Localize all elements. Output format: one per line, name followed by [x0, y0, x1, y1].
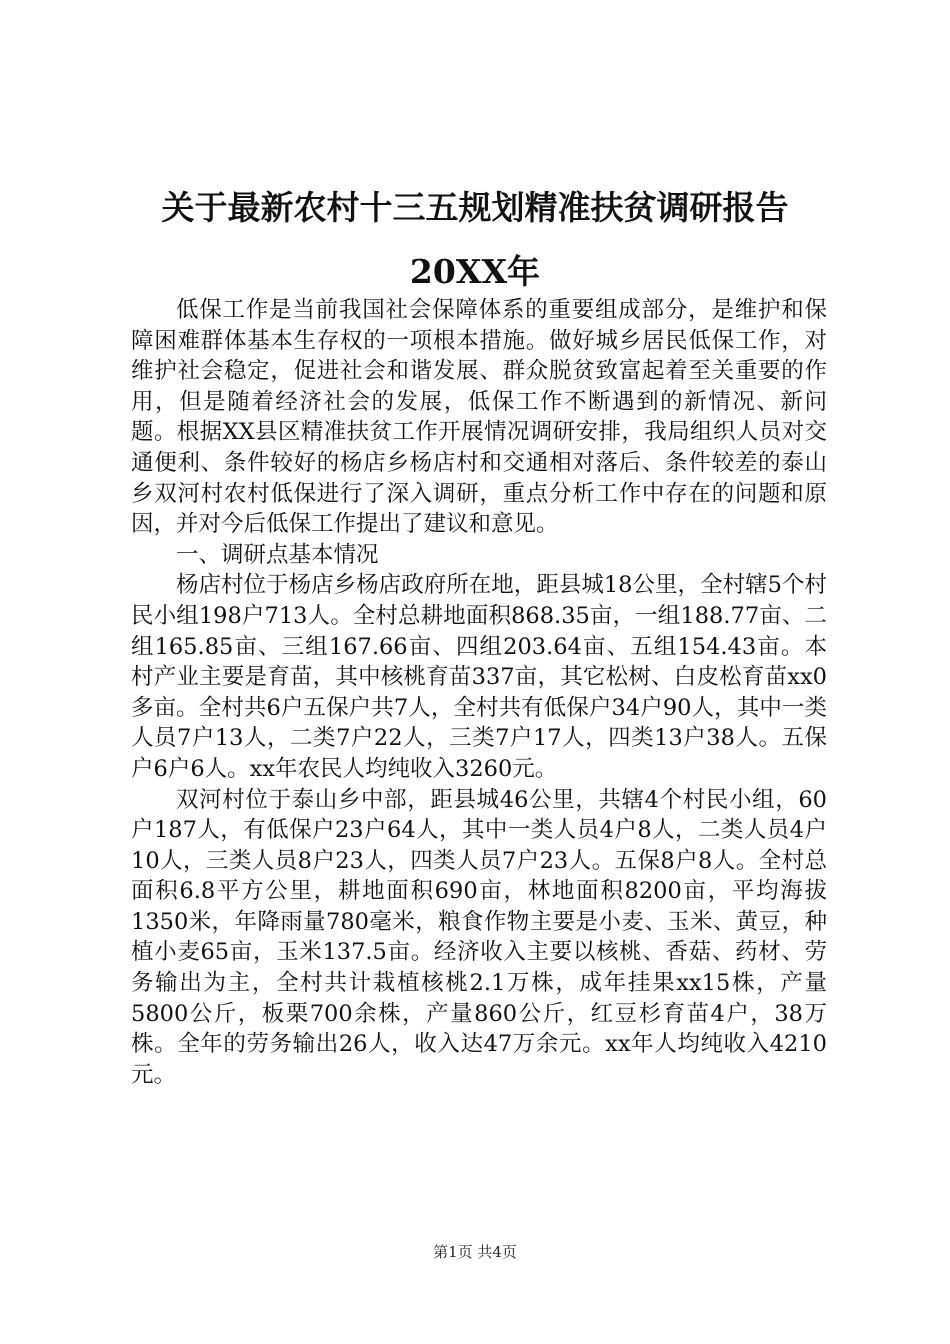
- document-title-line-2: 20XX年: [409, 252, 541, 291]
- page-number: 第1页: [433, 1243, 473, 1261]
- document-title-line-1: 关于最新农村十三五规划精准扶贫调研报告: [161, 188, 789, 227]
- document-body: [131, 295, 827, 1090]
- page-footer: [0, 1242, 950, 1262]
- section-heading: 一、调研点基本情况: [176, 541, 379, 568]
- paragraph-yangdian: 杨店村位于杨店乡杨店政府所在地，距县城18公里，全村辖5个村民小组198户713人。全村总耕地面积868.35亩，一组188.77亩、二组165.85亩、三组167.66亩、四组203.64亩、五组154.43亩。本村产业主要是育苗，其中核桃育苗337亩，其它松树、白皮松育苗xx0多亩。全村共6户五保户共7人，全村共有低保户34户90人，其中一类人员7户13人，二类7户22人，三类7户17人，四类13户38人。五保户6户6人。xx年农民人均纯收入3260元。: [131, 572, 827, 782]
- paragraph-intro: 低保工作是当前我国社会保障体系的重要组成部分，是维护和保障困难群体基本生存权的一项根本措施。做好城乡居民低保工作，对维护社会稳定，促进社会和谐发展、群众脱贫致富起着至关重要的作用，但是随着经济社会的发展，低保工作不断遇到的新情况、新问题。根据XX县区精准扶贫工作开展情况调研安排，我局组织人员对交通便利、条件较好的杨店乡杨店村和交通相对落后、条件较差的泰山乡双河村农村低保进行了深入调研，重点分析工作中存在的问题和原因，并对今后低保工作提出了建议和意见。: [131, 297, 827, 538]
- paragraph-shuanghe: 双河村位于泰山乡中部，距县城46公里，共辖4个村民小组，60户187人，有低保户23户64人，其中一类人员4户8人，二类人员4户10人，三类人员8户23人，四类人员7户23人。五保8户8人。全村总面积6.8平方公里，耕地面积690亩，林地面积8200亩，平均海拔1350米，年降雨量780毫米，粮食作物主要是小麦、玉米、黄豆，种植小麦65亩，玉米137.5亩。经济收入主要以核桃、香菇、药材、劳务输出为主，全村共计栽植核桃2.1万株，成年挂果xx15株，产量5800公斤，板栗700余株，产量860公斤，红豆杉育苗4户，38万株。全年的劳务输出26人，收入达47万余元。xx年人均纯收入4210元。: [131, 786, 827, 1088]
- page-total: 共4页: [477, 1243, 517, 1261]
